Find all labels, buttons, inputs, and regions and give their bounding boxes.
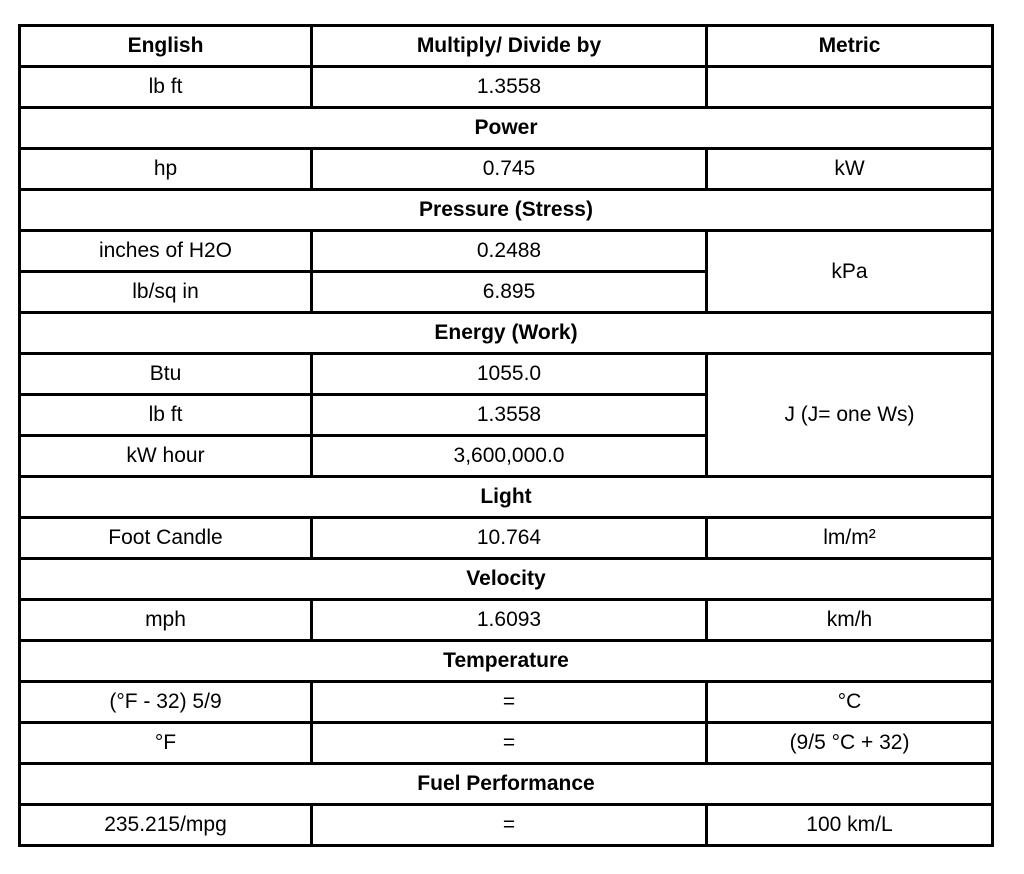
metric-cell: J (J= one Ws)	[707, 354, 993, 477]
english-cell: 235.215/mpg	[20, 805, 312, 846]
english-cell: lb ft	[20, 67, 312, 108]
table-row	[20, 149, 993, 190]
factor-cell: =	[312, 682, 707, 723]
factor-cell: 0.745	[312, 149, 707, 190]
table-row	[20, 600, 993, 641]
factor-cell: 1.3558	[312, 395, 707, 436]
english-cell: kW hour	[20, 436, 312, 477]
section-row-velocity	[20, 559, 993, 600]
section-row-power	[20, 108, 993, 149]
table-row	[20, 67, 993, 108]
table-row	[20, 354, 993, 395]
header-english: English	[20, 26, 312, 67]
english-cell: inches of H2O	[20, 231, 312, 272]
table-row	[20, 723, 993, 764]
section-row-pressure	[20, 190, 993, 231]
english-cell: °F	[20, 723, 312, 764]
section-row-fuel	[20, 764, 993, 805]
factor-cell: 1.6093	[312, 600, 707, 641]
factor-cell: 0.2488	[312, 231, 707, 272]
english-cell: mph	[20, 600, 312, 641]
section-title-light: Light	[20, 477, 993, 518]
section-title-temperature: Temperature	[20, 641, 993, 682]
english-cell: hp	[20, 149, 312, 190]
table-row	[20, 805, 993, 846]
factor-cell: 3,600,000.0	[312, 436, 707, 477]
factor-cell: 1.3558	[312, 67, 707, 108]
metric-cell: °C	[707, 682, 993, 723]
table-row	[20, 231, 993, 272]
factor-cell: 1055.0	[312, 354, 707, 395]
conversion-table	[18, 24, 994, 847]
metric-cell: (9/5 °C + 32)	[707, 723, 993, 764]
metric-cell: kPa	[707, 231, 993, 313]
factor-cell: 10.764	[312, 518, 707, 559]
factor-cell: 6.895	[312, 272, 707, 313]
english-cell: (°F - 32) 5/9	[20, 682, 312, 723]
factor-cell: =	[312, 723, 707, 764]
table-row	[20, 518, 993, 559]
section-title-pressure: Pressure (Stress)	[20, 190, 993, 231]
english-cell: lb/sq in	[20, 272, 312, 313]
metric-cell: km/h	[707, 600, 993, 641]
english-cell: lb ft	[20, 395, 312, 436]
english-cell: Foot Candle	[20, 518, 312, 559]
section-row-temperature	[20, 641, 993, 682]
section-title-velocity: Velocity	[20, 559, 993, 600]
section-row-energy	[20, 313, 993, 354]
header-row	[20, 26, 993, 67]
header-metric: Metric	[707, 26, 993, 67]
table-row	[20, 682, 993, 723]
metric-cell: kW	[707, 149, 993, 190]
metric-cell	[707, 67, 993, 108]
section-row-light	[20, 477, 993, 518]
section-title-energy: Energy (Work)	[20, 313, 993, 354]
metric-cell: lm/m²	[707, 518, 993, 559]
section-title-power: Power	[20, 108, 993, 149]
metric-cell: 100 km/L	[707, 805, 993, 846]
factor-cell: =	[312, 805, 707, 846]
section-title-fuel: Fuel Performance	[20, 764, 993, 805]
header-factor: Multiply/ Divide by	[312, 26, 707, 67]
english-cell: Btu	[20, 354, 312, 395]
